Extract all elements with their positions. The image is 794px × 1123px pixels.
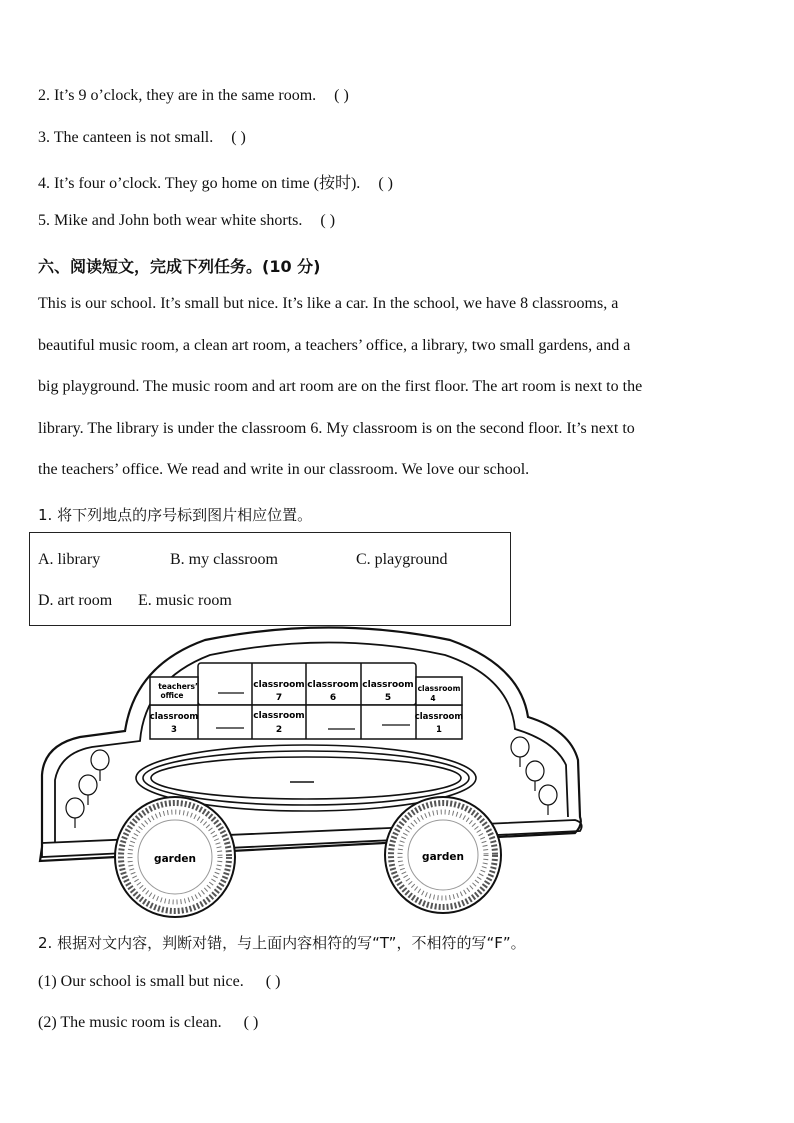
passage-line: This is our school. It’s small but nice. It’s like a car. In the school, we have 8 classrooms, a	[38, 295, 619, 312]
classroom-6-number: 6	[329, 693, 337, 703]
garden-wheel-right	[385, 797, 501, 913]
answer-blank[interactable]: ( )	[265, 973, 281, 990]
teachers-office-label: teachers’ office	[158, 682, 198, 700]
answer-blank[interactable]: ( )	[378, 175, 393, 192]
classroom-4-number: 4	[430, 694, 436, 703]
garden-left-label: garden	[154, 853, 196, 865]
classroom-6-label: classroom	[307, 680, 359, 690]
classroom-5-label: classroom	[362, 680, 414, 690]
task-2-instruction: 2. 根据对文内容，判断对错，与上面内容相符的写“T”，不相符的写“F”。	[38, 934, 526, 952]
section-title: 六、阅读短文，完成下列任务。(10 分)	[38, 257, 321, 276]
passage-line: beautiful music room, a clean art room, a teachers’ office, a library, two small gardens, and a	[38, 337, 631, 354]
options-box	[29, 532, 511, 626]
classroom-2-number: 2	[275, 725, 283, 735]
judgment-2	[38, 1014, 258, 1032]
classroom-1-number: 1	[436, 725, 442, 735]
statement-5	[38, 212, 335, 230]
classroom-7-label: classroom	[253, 680, 305, 690]
passage-line: library. The library is under the classroom 6. My classroom is on the second floor. It’s next to	[38, 420, 635, 437]
option-e: E. music room	[138, 592, 232, 609]
statement-2	[38, 87, 349, 105]
classroom-5-number: 5	[384, 693, 392, 703]
garden-right-label: garden	[422, 851, 464, 863]
statement-3	[38, 129, 246, 147]
building-grid	[150, 663, 462, 739]
statement-text: 4. It’s four o’clock. They go home on time (按时).	[38, 175, 361, 192]
option-a: A. library	[38, 551, 101, 568]
classroom-3-label: classroom	[149, 712, 199, 722]
statement-4	[38, 170, 393, 193]
judgment-1	[38, 973, 280, 991]
garden-wheel-left	[115, 797, 235, 917]
tree-icon	[66, 750, 109, 828]
option-c: C. playground	[356, 551, 448, 568]
passage-line: big playground. The music room and art room are on the first floor. The art room is next to the	[38, 378, 643, 395]
answer-blank[interactable]: ( )	[231, 129, 246, 146]
car-school-diagram	[0, 625, 794, 925]
tree-icon	[511, 737, 557, 815]
passage-line: the teachers’ office. We read and write in our classroom. We love our school.	[38, 461, 530, 478]
statement-text: 3. The canteen is not small.	[38, 129, 214, 146]
classroom-7-number: 7	[275, 693, 283, 703]
answer-blank[interactable]: ( )	[334, 87, 349, 104]
classroom-4-label: classroom	[417, 684, 461, 693]
statement-text: 2. It’s 9 o’clock, they are in the same room.	[38, 87, 317, 104]
option-d: D. art room	[38, 592, 113, 609]
judgment-text: (1) Our school is small but nice.	[38, 973, 244, 990]
classroom-2-label: classroom	[253, 711, 305, 721]
option-b: B. my classroom	[170, 551, 278, 568]
statement-text: 5. Mike and John both wear white shorts.	[38, 212, 303, 229]
judgment-text: (2) The music room is clean.	[38, 1014, 222, 1031]
task-1-instruction: 1. 将下列地点的序号标到图片相应位置。	[38, 506, 313, 524]
answer-blank[interactable]: ( )	[320, 212, 336, 229]
answer-blank[interactable]: ( )	[243, 1014, 259, 1031]
classroom-3-number: 3	[171, 725, 177, 735]
classroom-1-label: classroom	[414, 712, 464, 722]
